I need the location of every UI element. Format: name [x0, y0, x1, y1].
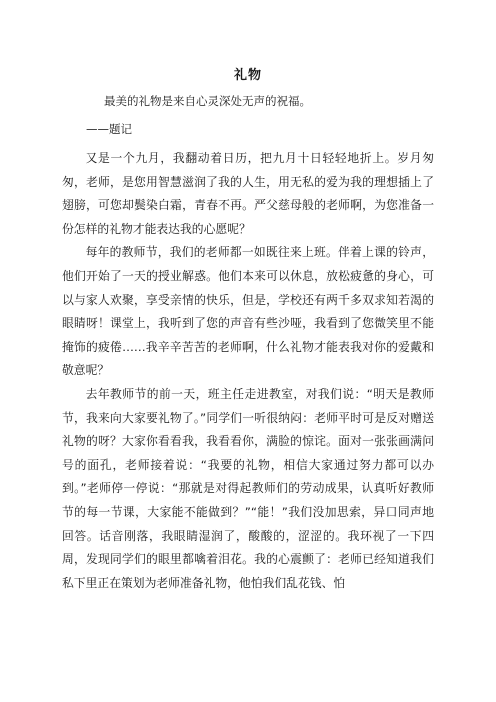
document-title: 礼物	[233, 68, 262, 83]
paragraph-2: 每年的教师节，我们的老师都一如既往来上班。伴着上课的铃声，他们开始了一天的授业解惑。他们本来可以休息，放松疲惫的身心，可以与家人欢聚，享受亲情的快乐，但是，学校还有两千多双求知若渴的眼睛呀！课堂上，我听到了您的声音有些沙哑，我看到了您微笑里不能掩饰的疲倦……我辛辛苦苦的老师啊，什么礼物才能表我对你的爱戴和敬意呢？	[62, 245, 434, 378]
epigraph-source: ——题记	[86, 122, 132, 136]
paragraph-1: 又是一个九月，我翻动着日历，把九月十日轻轻地折上。岁月匆匆，老师，是您用智慧滋润了我的人生，用无私的爱为我的理想插上了翅膀，可您却鬓染白霜，青春不再。严父慈母般的老师啊，为您准备一份怎样的礼物才能表达我的心愿呢？	[62, 151, 434, 236]
epigraph: 最美的礼物是来自心灵深处无声的祝福。	[104, 94, 311, 108]
paragraph-3: 去年教师节的前一天，班主任走进教室，对我们说：“明天是教师节，我来向大家要礼物了。”同学们一听很纳闷：老师平时可是反对赠送礼物的呀？大家你看看我，我看看你，满脸的惊诧。面对一张张画满问号的面孔，老师接着说：“我要的礼物，相信大家通过努力都可以办到。”老师停一停说：“那就是对得起教师们的劳动成果，认真听好教师节的每一节课，大家能不能做到？”“能！”我们没加思索，异口同声地回答。话音刚落，我眼睛湿润了，酸酸的，涩涩的。我环视了一下四周，发现同学们的眼里都噙着泪花。我的心震颤了：老师已经知道我们私下里正在策划为老师准备礼物，他怕我们乱花钱、怕	[62, 386, 434, 590]
body-text	[62, 147, 434, 595]
